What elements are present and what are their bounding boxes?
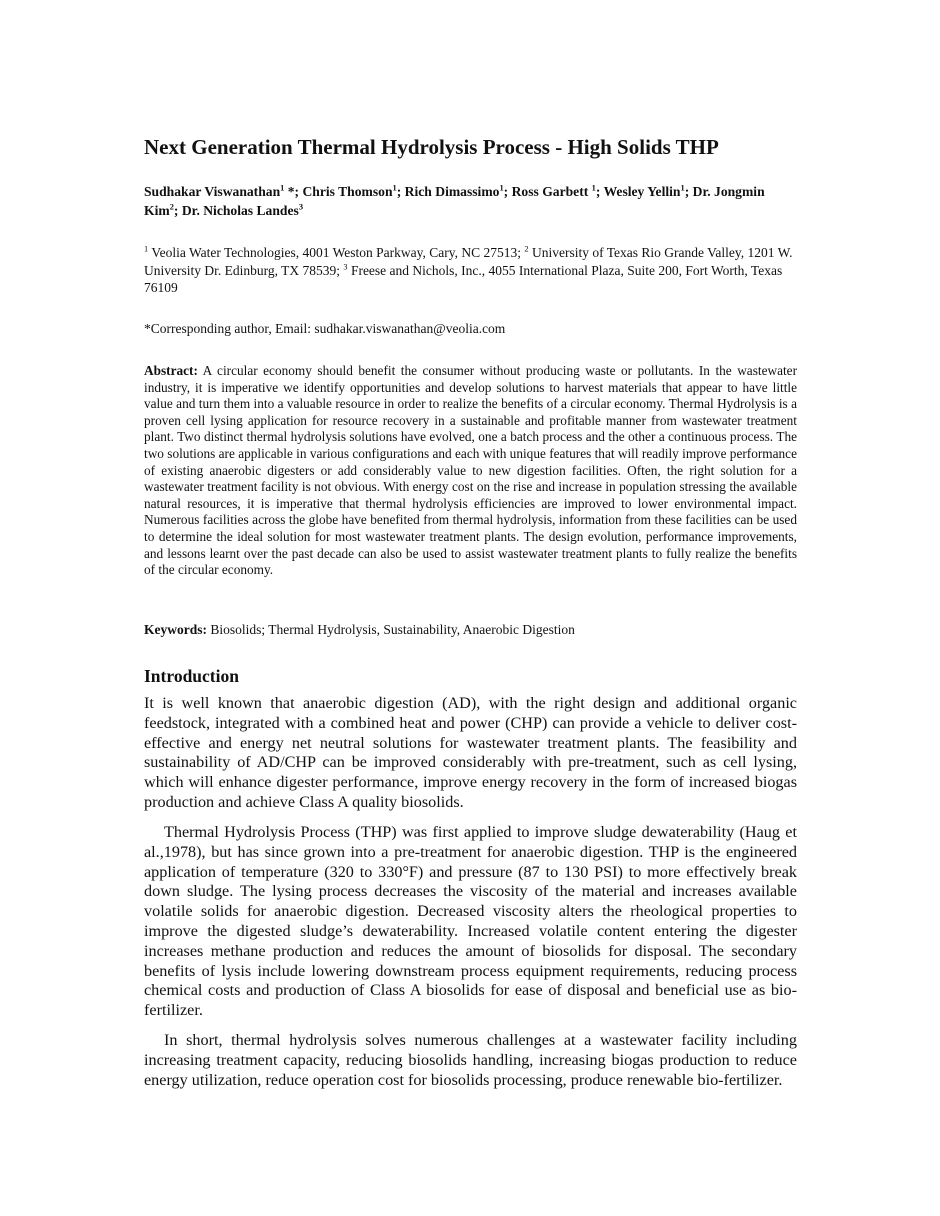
section-heading-introduction: Introduction	[144, 666, 239, 686]
body-paragraph: Thermal Hydrolysis Process (THP) was first applied to improve sludge dewaterability (Haug et al.,1978), but has since grown into a pre-treatment for anaerobic digestion. THP is the engineered application of temperature (320 to 330°F) and pressure (87 to 130 PSI) to more effectively break down sludge. The lysing process decreases the viscosity of the material and increases available volatile solids for anaerobic digestion. Decreased viscosity alters the rheological properties to improve the digested sludge’s dewaterability. Increased volatile content entering the digester increases methane production and reduces the amount of biosolids for disposal. The secondary benefits of lysis include lowering downstream process equipment requirements, reducing process chemical costs and production of Class A biosolids for ease of disposal and beneficial use as bio-fertilizer.	[144, 823, 797, 1020]
affiliations	[144, 244, 797, 297]
author-affil-marker: 1	[392, 182, 397, 193]
author-separator: ;	[595, 184, 604, 199]
affil-marker: 2	[524, 244, 529, 254]
author-affil-marker: 1	[499, 182, 504, 193]
keywords	[144, 621, 797, 639]
paper-title: Next Generation Thermal Hydrolysis Process - High Solids THP	[144, 135, 719, 159]
affiliation-text: Veolia Water Technologies, 4001 Weston Parkway, Cary, NC 27513;	[148, 245, 525, 260]
author-affil-marker: 1	[280, 182, 285, 193]
author-separator: ;	[173, 203, 182, 218]
author-separator: *;	[284, 184, 303, 199]
affil-marker: 3	[343, 262, 348, 271]
abstract-label: Abstract:	[144, 363, 198, 378]
author-name: Dr. Jongmin Kim	[144, 184, 765, 218]
body-paragraph: It is well known that anaerobic digestion (AD), with the right design and additional organic feedstock, integrated with a combined heat and power (CHP) can provide a vehicle to deliver cost-effective and energy net neutral solutions for wastewater treatment plants. The feasibility and sustainability of AD/CHP can be improved considerably with pre-treatment, such as cell lysing, which will enhance digester performance, improve energy recovery in the form of increased biogas production and achieve Class A quality biosolids.	[144, 694, 797, 811]
affil-marker: 1	[144, 244, 149, 254]
author-affil-marker: 2	[169, 201, 174, 212]
author-affil-marker: 3	[298, 201, 304, 212]
author-separator: ;	[396, 184, 405, 199]
author-separator: ;	[684, 184, 693, 199]
keywords-text: Biosolids; Thermal Hydrolysis, Sustainability, Anaerobic Digestion	[207, 622, 575, 637]
affiliation-text: University of Texas Rio Grande Valley, 1201 W. University Dr. Edinburg, TX 78539;	[144, 245, 793, 278]
body-paragraph: In short, thermal hydrolysis solves numerous challenges at a wastewater facility including increasing treatment capacity, reducing biosolids handling, increasing biogas production to reduce energy utilization, reduce operation cost for biosolids processing, produce renewable bio-fertilizer.	[144, 1031, 797, 1089]
affiliation-text: Freese and Nichols, Inc., 4055 International Plaza, Suite 200, Fort Worth, Texas 76109	[144, 262, 783, 295]
author-name: Sudhakar Viswanathan	[144, 184, 281, 199]
author-name: Dr. Nicholas Landes	[181, 203, 299, 218]
author-name: Rich Dimassimo	[404, 184, 500, 199]
author-affil-marker: 1	[591, 182, 596, 193]
abstract-text: A circular economy should benefit the consumer without producing waste or pollutants. In the wastewater industry, it is imperative we identify opportunities and develop solutions to harvest materials that appear to have little value and turn them into a valuable resource in order to realize the benefits of a circular economy. Thermal Hydrolysis is a proven cell lysing application for resource recovery in a sustainable and profitable manner from wastewater treatment plant. Two distinct thermal hydrolysis solutions have evolved, one a batch process and the other a continuous process. The two solutions are applicable in various configurations and each with unique features that will readily improve performance of existing anaerobic digesters or add considerably value to new digestion facilities. Often, the right solution for a wastewater treatment facility is not obvious. With energy cost on the rise and increase in population stressing the available natural resources, it is imperative that thermal hydrolysis efficiencies are improved to lower environmental impact. Numerous facilities across the globe have benefited from thermal hydrolysis, information from these facilities can be used to determine the ideal solution for most wastewater treatment plants. The design evolution, performance improvements, and lessons learnt over the past decade can also be used to assist wastewater treatment plants to fully realize the benefits of the circular economy.	[144, 363, 797, 578]
author-name: Chris Thomson	[302, 184, 393, 199]
author-name: Ross Garbett	[511, 184, 592, 199]
keywords-label: Keywords:	[144, 622, 207, 637]
author-affil-marker: 1	[680, 182, 685, 193]
author-separator: ;	[503, 184, 512, 199]
author-list	[144, 182, 797, 220]
abstract	[144, 363, 797, 579]
author-name: Wesley Yellin	[603, 184, 681, 199]
corresponding-author: *Corresponding author, Email: sudhakar.viswanathan@veolia.com	[144, 321, 506, 336]
